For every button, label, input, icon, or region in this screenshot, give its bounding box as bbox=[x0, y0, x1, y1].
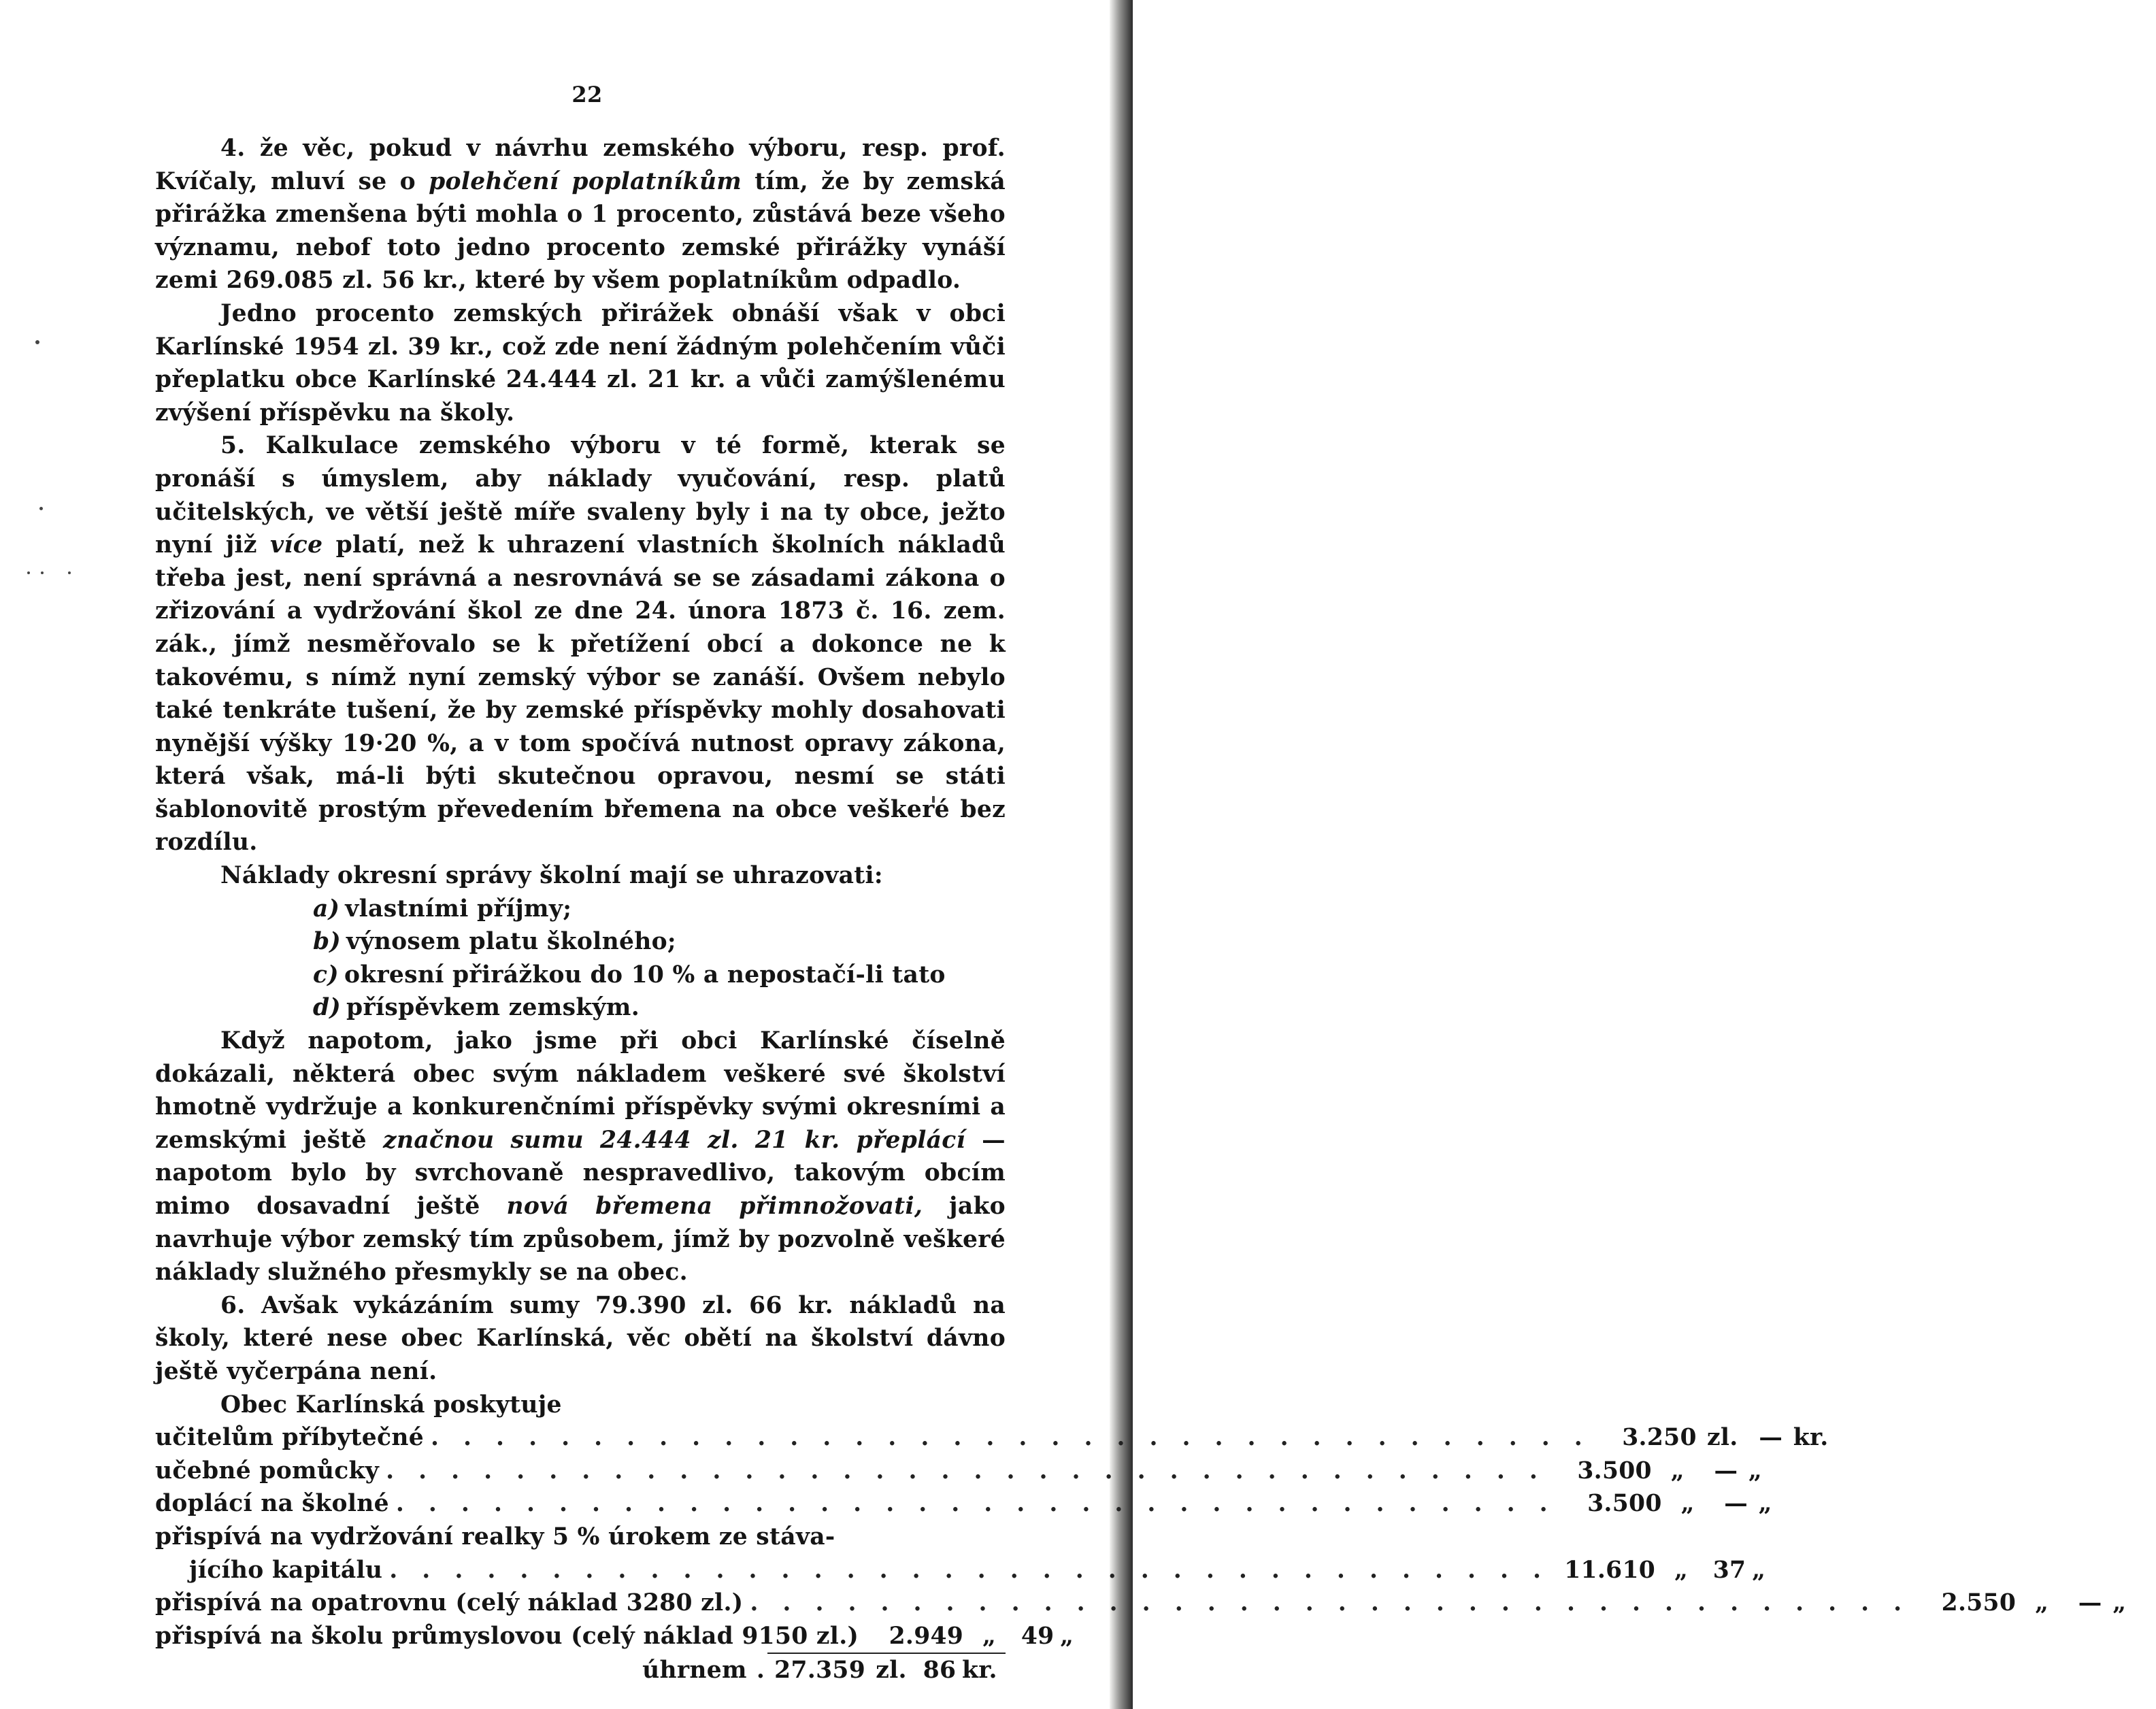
finance-label-line: přispívá na vydržování realky 5 % úrokem ze stáva- bbox=[155, 1523, 835, 1550]
list-item bbox=[155, 925, 1006, 959]
finance-unit: „ bbox=[2112, 1589, 2127, 1617]
finance-row bbox=[155, 1620, 1074, 1653]
finance-amount: 3.500 bbox=[1587, 1490, 1662, 1518]
finance-unit: „ bbox=[1680, 1490, 1695, 1518]
finance-unit: zl. bbox=[1706, 1424, 1738, 1452]
paragraph-6: 6. Avšak vykázáním sumy 79.390 zl. 66 kr. nákladů na školy, které nese obec Karlínská, věc obětí na školství dávno ještě vyčerpána není. bbox=[155, 1291, 1006, 1385]
finance-kreuzer: — bbox=[1714, 1457, 1738, 1484]
finance-unit: „ bbox=[1674, 1556, 1689, 1584]
finance-label: jícího kapitálu bbox=[189, 1556, 383, 1584]
speck bbox=[35, 340, 39, 344]
paragraph-text: 5. Kalkulace zemského výboru v té formě, kterak se pronáší s úmyslem, aby náklady vyučování, resp. platů učitelských, ve větší ještě míře svaleny byly i na ty obce, ježto nyní již bbox=[155, 432, 1006, 559]
finance-table bbox=[155, 1421, 2127, 1687]
list-letter: d) bbox=[313, 994, 342, 1022]
costs-intro: Náklady okresní správy školní mají se uhrazovati: bbox=[220, 862, 883, 890]
list-item bbox=[155, 893, 1006, 926]
list-item bbox=[155, 991, 1006, 1025]
total-dot: . bbox=[756, 1657, 765, 1685]
page-number: 22 bbox=[571, 82, 603, 107]
finance-unit: „ bbox=[1670, 1457, 1685, 1484]
leader-dots: . . . . . . . . . . . . . . . . . . . . . . . . . . . . . . . . . . . . bbox=[386, 1457, 1546, 1484]
paragraph-text: tím, že by zemská přirážka zmenšena býti mohla o 1 procento, zůstává beze všeho významu, nebof toto jedno procento zemské přirážky vynáší zemi 269.085 zl. 56 kr., které by všem poplatníkům odpadlo. bbox=[155, 167, 1006, 295]
finance-kreuzer: — bbox=[2078, 1589, 2102, 1617]
finance-unit: „ bbox=[1752, 1556, 1766, 1584]
leader-dots: . . . . . . . . . . . . . . . . . . . . . . . . . . . . . . . . . . . . bbox=[389, 1556, 1550, 1584]
list-text: vlastními příjmy; bbox=[345, 895, 572, 923]
finance-amount: 3.250 bbox=[1622, 1424, 1697, 1452]
list-letter: a) bbox=[313, 895, 340, 923]
speck bbox=[41, 571, 44, 574]
list-letter: c) bbox=[313, 961, 339, 989]
finance-kreuzer: 49 bbox=[1021, 1622, 1055, 1650]
finance-amount: 3.500 bbox=[1577, 1457, 1652, 1484]
paragraph-text: — napotom bylo by svrchovaně nespravedlivo, takovým obcím mimo dosavadní ještě bbox=[155, 1126, 1006, 1220]
finance-unit: kr. bbox=[1793, 1424, 1829, 1452]
finance-kreuzer: — bbox=[1724, 1490, 1748, 1518]
list-text: okresní přirážkou do 10 % a nepostačí-li tato bbox=[344, 961, 946, 989]
leader-dots: . . . . . . . . . . . . . . . . . . . . . . . . . . . . . . . . . . . . bbox=[750, 1589, 1910, 1617]
italic-text: značnou sumu 24.444 zl. 21 kr. přeplácí bbox=[383, 1126, 965, 1154]
paragraph-text: 4. že věc, pokud v návrhu zemského výboru, resp. prof. Kvíčaly, mluví se o bbox=[155, 135, 1006, 195]
paragraph-5 bbox=[155, 429, 1006, 859]
total-label: úhrnem bbox=[642, 1657, 747, 1685]
speck bbox=[39, 507, 43, 510]
finance-row bbox=[155, 1587, 2127, 1620]
finance-amount: 2.550 bbox=[1941, 1589, 2017, 1617]
finance-label: doplácí na školné bbox=[155, 1490, 389, 1518]
finance-unit: „ bbox=[1748, 1457, 1763, 1484]
total-unit: kr. bbox=[962, 1657, 997, 1685]
paragraph-4b: Jedno procento zemských přirážek obnáší však v obci Karlínské 1954 zl. 39 kr., což zde není žádným polehčením vůči přeplatku obce Karlínské 24.444 zl. 21 kr. a vůči zamýšlenému zvýšení příspěvku na školy. bbox=[155, 299, 1006, 427]
speck bbox=[68, 571, 71, 574]
paragraph-text: jako navrhuje výbor zemský tím způsobem, jímž by pozvolně veškeré náklady služného přesmykly se na obec. bbox=[155, 1193, 1006, 1287]
finance-label: učitelům příbytečné bbox=[155, 1424, 424, 1452]
finance-unit: „ bbox=[2035, 1589, 2049, 1617]
paragraph-text: Když napotom, jako jsme při obci Karlínské číselně dokázali, některá obec svým nákladem veškeré své školství hmotně vydržuje a konkurenčními příspěvky svými okresními a zemskými ještě bbox=[155, 1027, 1006, 1154]
italic-text: více bbox=[270, 531, 323, 559]
italic-text: polehčení poplatníkům bbox=[429, 167, 742, 195]
total-unit: zl. bbox=[876, 1657, 907, 1685]
italic-text: nová břemena přimnožovati, bbox=[506, 1193, 923, 1220]
paragraph-4 bbox=[155, 132, 1006, 297]
leader-dots: . . . . . . . . . . . . . . . . . . . . . . . . . . . . . . . . . . . . bbox=[431, 1424, 1591, 1452]
list-letter: b) bbox=[313, 928, 342, 956]
finance-row bbox=[155, 1455, 1763, 1488]
document-page bbox=[155, 82, 2127, 1687]
total-amount: 27.359 bbox=[774, 1657, 865, 1685]
list-text: příspěvkem zemským. bbox=[346, 994, 640, 1022]
finance-amount: 2.949 bbox=[889, 1622, 964, 1650]
speck bbox=[27, 571, 30, 574]
finance-row bbox=[155, 1487, 1772, 1521]
total-row bbox=[155, 1654, 1006, 1687]
finance-unit: „ bbox=[982, 1622, 997, 1650]
finance-row bbox=[155, 1421, 1829, 1455]
finance-kreuzer: — bbox=[1759, 1424, 1783, 1452]
leader-dots: . . . . . . . . . . . . . . . . . . . . . . . . . . . . . . . . . . . . bbox=[395, 1490, 1556, 1518]
finance-unit: „ bbox=[1060, 1622, 1074, 1650]
list-text: výnosem platu školného; bbox=[346, 928, 676, 956]
finance-label: přispívá na opatrovnu (celý náklad 3280 zl.) bbox=[155, 1589, 744, 1617]
paragraph-text: platí, než k uhrazení vlastních školních nákladů třeba jest, není správná a nesrovnává se se zásadami zákona o zřizování a vydržování škol ze dne 24. února 1873 č. 16. zem. zák., jímž nesměřovalo se k přetížení obcí a dokonce ne k takovému, s nímž nyní zemský výbor se zanáší. Ovšem nebylo také tenkráte tušení, že by zemské příspěvky mohly dosahovati nynější výšky 19·20 %, a v tom spočívá nutnost opravy zákona, která však, má-li býti skutečnou opravou, nesmí se státi šablonovitě prostým převedením břemena na obce veškeré bez rozdílu. bbox=[155, 531, 1006, 857]
finance-unit: „ bbox=[1758, 1490, 1772, 1518]
finance-label: přispívá na školu průmyslovou (celý náklad 9150 zl.) bbox=[155, 1622, 859, 1650]
list-item bbox=[155, 959, 1006, 992]
finance-kreuzer: 37 bbox=[1712, 1556, 1746, 1584]
finance-amount: 11.610 bbox=[1564, 1556, 1656, 1584]
obec-intro: Obec Karlínská poskytuje bbox=[220, 1391, 562, 1418]
paragraph-kdyz bbox=[155, 1025, 1006, 1289]
total-kreuzer: 86 bbox=[923, 1657, 957, 1685]
finance-label: učebné pomůcky bbox=[155, 1457, 380, 1484]
finance-row bbox=[155, 1554, 1766, 1587]
costs-list bbox=[155, 893, 1006, 1025]
